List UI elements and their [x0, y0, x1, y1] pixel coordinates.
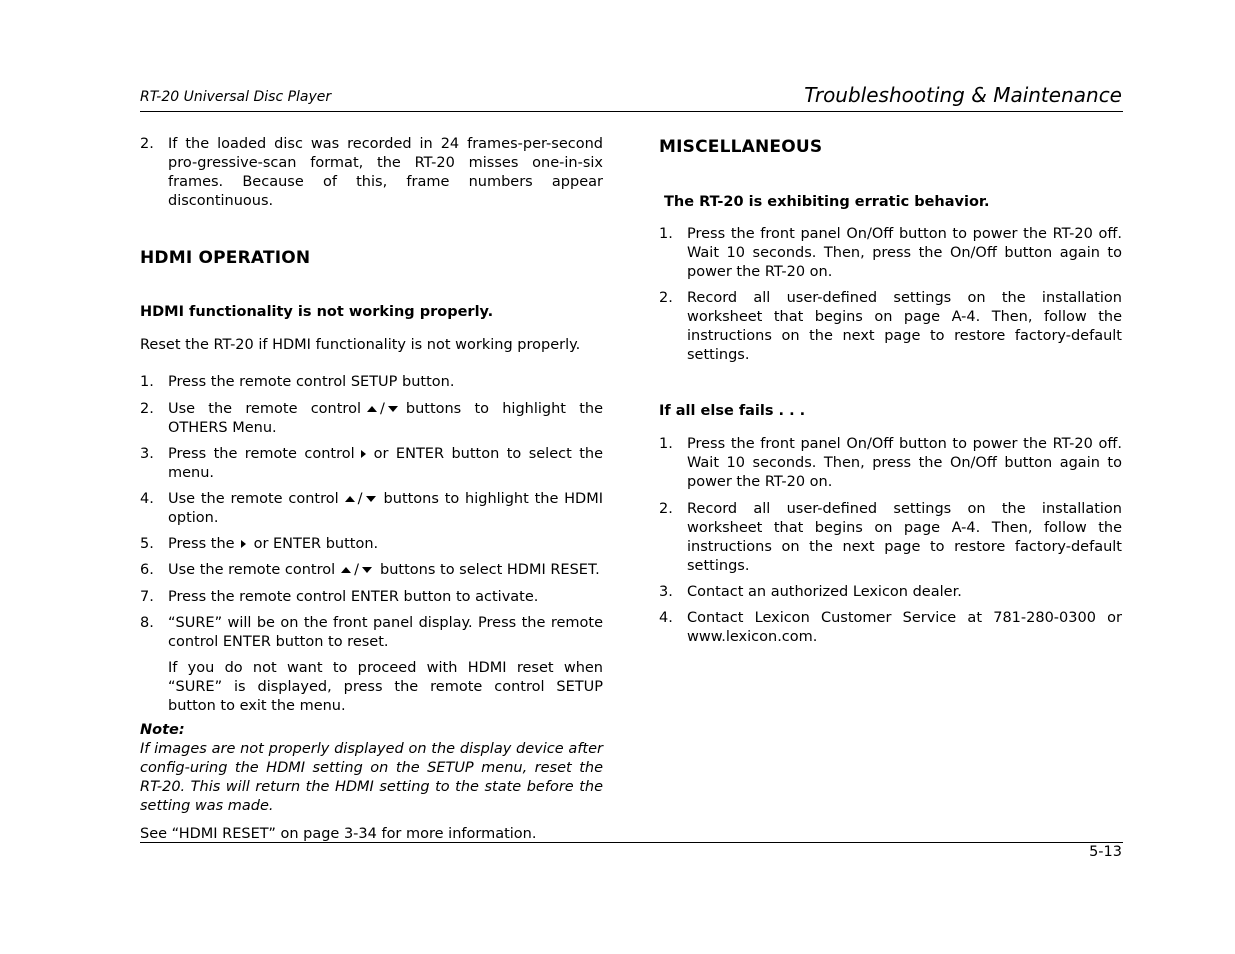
list-number: 2.	[140, 401, 154, 417]
header-section-title: Troubleshooting & Maintenance	[804, 83, 1122, 107]
list-item	[140, 445, 603, 483]
up-down-arrows: /	[345, 490, 376, 509]
step8-extra-text: If you do not want to proceed with HDMI reset when “SURE” is displayed, press the remote control SETUP button to exit the menu.	[168, 660, 603, 714]
header-rule	[140, 111, 1123, 112]
list-number: 2.	[140, 136, 154, 152]
list-item	[659, 583, 1122, 602]
right-triangle-icon	[241, 540, 246, 548]
list-item	[140, 135, 603, 211]
list-text: Press the front panel On/Off button to power the RT-20 off. Wait 10 seconds. Then, press the On/Off button again to power the RT-20 on.	[687, 226, 1122, 280]
list-number: 2.	[659, 290, 673, 306]
list-item	[659, 225, 1122, 282]
list-text: “SURE” will be on the front panel display. Press the remote control ENTER button to reset.	[168, 615, 603, 650]
up-down-arrows: /	[341, 561, 372, 580]
list-item	[140, 490, 603, 528]
list-text: Press the	[168, 536, 235, 552]
list-item	[659, 289, 1122, 365]
list-text: If the loaded disc was recorded in 24 frames-per-second pro-gressive-scan format, the RT-20 misses one-in-six frames. Because of this, frame numbers appear discontinuous.	[168, 136, 603, 209]
list-number: 1.	[659, 226, 673, 242]
list-text: Record all user-defined settings on the installation worksheet that begins on page A-4. Then, follow the instructions on the next page to restore factory-default settings.	[687, 501, 1122, 574]
hdmi-intro: Reset the RT-20 if HDMI functionality is not working properly.	[140, 337, 581, 353]
see-also-text: See “HDMI RESET” on page 3-34 for more information.	[140, 826, 537, 842]
list-item	[659, 500, 1122, 576]
list-text: or ENTER button to select the menu.	[168, 446, 603, 481]
list-text: Press the remote control ENTER button to activate.	[168, 589, 539, 605]
list-item	[140, 588, 603, 607]
misc-heading: MISCELLANEOUS	[659, 137, 823, 157]
list-number: 5.	[140, 536, 154, 552]
list-text: buttons to highlight the HDMI option.	[168, 491, 603, 526]
hdmi-heading: HDMI OPERATION	[140, 248, 311, 268]
list-number: 7.	[140, 589, 154, 605]
list-text: Press the remote control	[168, 446, 355, 462]
hdmi-subheading: HDMI functionality is not working properly.	[140, 304, 494, 320]
list-item	[659, 435, 1122, 492]
page-number: 5-13	[1089, 844, 1122, 860]
list-item	[140, 614, 603, 652]
list-text: Use the remote control	[168, 562, 336, 578]
footer-rule	[140, 842, 1123, 843]
note-text: If images are not properly displayed on the display device after config-uring the HDMI setting on the SETUP menu, reset the RT-20. This will return the HDMI setting to the state before the setting was made.	[140, 741, 603, 814]
list-number: 6.	[140, 562, 154, 578]
right-arrow	[241, 535, 246, 554]
list-text: Use the remote control	[168, 491, 339, 507]
up-triangle-icon	[345, 496, 355, 502]
up-down-arrows: /	[367, 400, 398, 419]
list-text: buttons to select HDMI RESET.	[380, 562, 600, 578]
list-number: 3.	[659, 584, 673, 600]
erratic-subheading: The RT-20 is exhibiting erratic behavior.	[664, 194, 990, 210]
list-number: 4.	[659, 610, 673, 626]
list-number: 1.	[659, 436, 673, 452]
list-item	[140, 400, 603, 438]
list-text: Record all user-defined settings on the installation worksheet that begins on page A-4. Then, follow the instructions on the next page to restore factory-default settings.	[687, 290, 1122, 363]
list-number: 3.	[140, 446, 154, 462]
list-number: 4.	[140, 491, 154, 507]
list-item	[140, 373, 603, 392]
list-text: Contact an authorized Lexicon dealer.	[687, 584, 962, 600]
list-text: Contact Lexicon Customer Service at 781-280-0300 or www.lexicon.com.	[687, 610, 1122, 645]
list-text: or ENTER button.	[253, 536, 379, 552]
left-column	[140, 135, 603, 844]
list-item	[659, 609, 1122, 647]
list-text: buttons to highlight the OTHERS Menu.	[168, 401, 603, 436]
list-item	[140, 535, 603, 554]
list-item	[140, 561, 603, 580]
list-number: 2.	[659, 501, 673, 517]
list-number: 8.	[140, 615, 154, 631]
header-product-title: RT-20 Universal Disc Player	[140, 89, 332, 105]
right-triangle-icon	[361, 450, 366, 458]
up-triangle-icon	[367, 406, 377, 412]
down-triangle-icon	[366, 496, 376, 502]
right-column	[659, 135, 1122, 647]
list-number: 1.	[140, 374, 154, 390]
down-triangle-icon	[362, 567, 372, 573]
note-label: Note:	[140, 722, 185, 738]
list-text: Press the front panel On/Off button to power the RT-20 off. Wait 10 seconds. Then, press the On/Off button again to power the RT-20 on.	[687, 436, 1122, 490]
fails-subheading: If all else fails . . .	[659, 403, 806, 419]
up-triangle-icon	[341, 567, 351, 573]
list-text: Use the remote control	[168, 401, 361, 417]
right-arrow	[361, 445, 366, 464]
list-text: Press the remote control SETUP button.	[168, 374, 455, 390]
down-triangle-icon	[388, 406, 398, 412]
